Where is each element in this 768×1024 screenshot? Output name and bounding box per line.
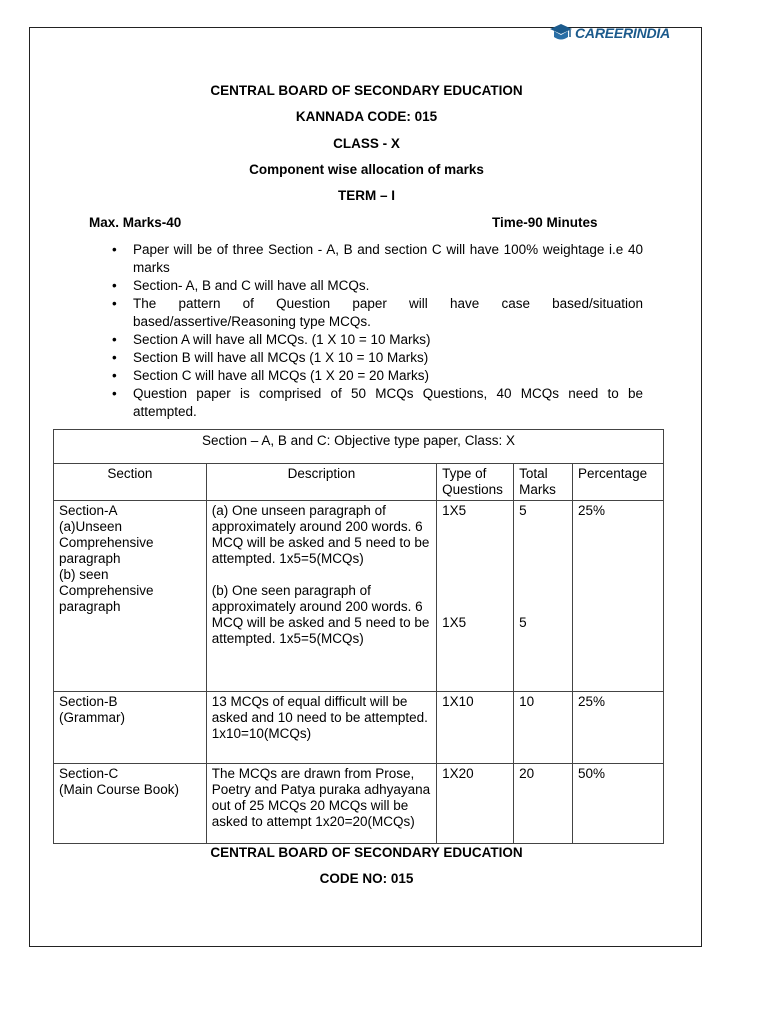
list-item: • Question paper is comprised of 50 MCQs Questions, 40 MCQs need to be attempted. <box>112 385 643 421</box>
class-title: CLASS - X <box>333 136 400 151</box>
time-allowed: Time-90 Minutes <box>492 215 598 230</box>
description-b: (b) One seen paragraph of approximately around 200 words. 6 MCQ will be asked and 5 need to be attempted. 1x5=5(MCQs) <box>211 583 430 646</box>
instructions-list <box>112 241 643 421</box>
header-section: Section <box>54 464 207 501</box>
table-row <box>54 764 664 844</box>
graduation-cap-icon <box>549 22 573 44</box>
section-a-percentage: 25% <box>573 501 664 692</box>
section-a-description <box>206 501 436 692</box>
section-b-type: 1X10 <box>437 692 514 764</box>
table-header-row <box>54 464 664 501</box>
list-item: • Section A will have all MCQs. (1 X 10 = 10 Marks) <box>112 331 643 349</box>
section-a-total <box>514 501 573 692</box>
section-b-percentage: 25% <box>573 692 664 764</box>
header-total: Total Marks <box>514 464 573 501</box>
header-type: Type of Questions <box>437 464 514 501</box>
max-marks: Max. Marks-40 <box>89 215 182 230</box>
section-c-percentage: 50% <box>573 764 664 844</box>
section-c-type: 1X20 <box>437 764 514 844</box>
footer-code: CODE NO: 015 <box>319 871 414 886</box>
board-title: CENTRAL BOARD OF SECONDARY EDUCATION <box>210 83 523 98</box>
footer-board-title: CENTRAL BOARD OF SECONDARY EDUCATION <box>210 845 523 860</box>
term-title: TERM – I <box>337 188 395 203</box>
list-item: • Section- A, B and C will have all MCQs. <box>112 277 643 295</box>
section-c-total: 20 <box>514 764 573 844</box>
total-b: 5 <box>519 615 527 630</box>
section-c-description: The MCQs are drawn from Prose, Poetry and Patya puraka adhyayana out of 25 MCQs 20 MCQs will be asked to attempt 1x20=20(MCQs) <box>206 764 436 844</box>
table-caption: Section – A, B and C: Objective type paper, Class: X <box>54 430 664 464</box>
list-item: • Section C will have all MCQs (1 X 20 = 20 Marks) <box>112 367 643 385</box>
marks-allocation-table <box>53 429 664 844</box>
header-description: Description <box>206 464 436 501</box>
section-b-total: 10 <box>514 692 573 764</box>
logo-text: CAREERINDIA <box>575 25 671 41</box>
type-b: 1X5 <box>442 615 467 630</box>
list-item: • The pattern of Question paper will have case based/situation based/assertive/Reasoning type MCQs. <box>112 295 643 331</box>
header-percentage: Percentage <box>573 464 664 501</box>
subject-code: KANNADA CODE: 015 <box>295 109 438 124</box>
section-a-cell: Section-A (a)Unseen Comprehensive paragraph (b) seen Comprehensive paragraph <box>54 501 207 692</box>
list-item: • Paper will be of three Section - A, B and section C will have 100% weightage i.e 40 marks <box>112 241 643 277</box>
description-a: (a) One unseen paragraph of approximately around 200 words. 6 MCQ will be asked and 5 need to be attempted. 1x5=5(MCQs) <box>211 503 430 566</box>
list-item: • Section B will have all MCQs (1 X 10 = 10 Marks) <box>112 349 643 367</box>
careerindia-logo[interactable] <box>549 18 670 48</box>
table-row <box>54 692 664 764</box>
total-a: 5 <box>519 503 527 518</box>
section-c-cell: Section-C (Main Course Book) <box>54 764 207 844</box>
table-row <box>54 501 664 692</box>
type-a: 1X5 <box>442 503 467 518</box>
section-a-type <box>437 501 514 692</box>
allocation-title: Component wise allocation of marks <box>249 162 484 177</box>
section-b-cell: Section-B (Grammar) <box>54 692 207 764</box>
section-b-description: 13 MCQs of equal difficult will be asked and 10 need to be attempted. 1x10=10(MCQs) <box>206 692 436 764</box>
